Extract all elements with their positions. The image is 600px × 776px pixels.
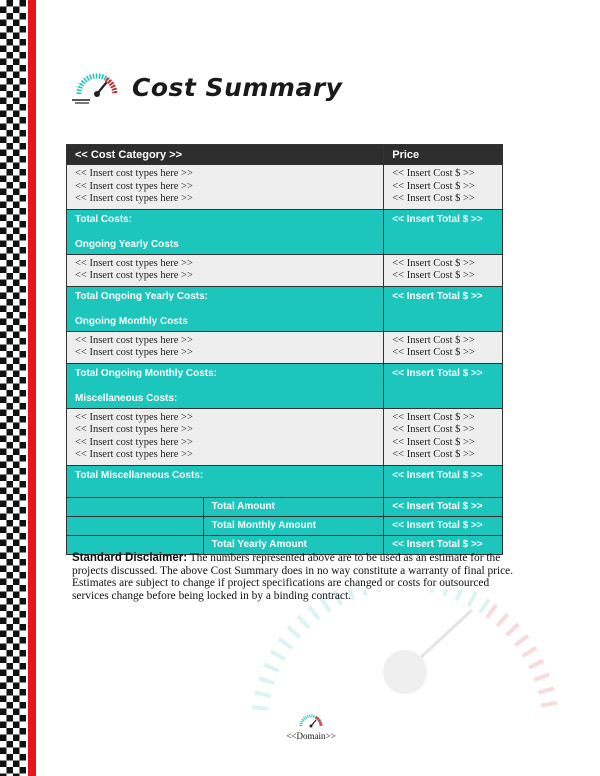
cost-type-placeholder: << Insert cost types here >> [75,436,193,448]
footer-speedometer-icon [298,712,324,730]
cost-items-row [67,254,503,286]
disclaimer-label: Standard Disclaimer: [72,552,188,564]
summary-label: Total Yearly Amount [203,535,384,554]
cost-type-placeholder: << Insert cost types here >> [75,411,193,423]
total-row [67,286,503,331]
speedometer-logo-icon [72,70,122,104]
section-heading: Ongoing Monthly Costs [75,315,188,327]
red-stripe [28,0,36,776]
cost-price-placeholder: << Insert Cost $ >> [392,257,475,269]
cost-type-placeholder: << Insert cost types here >> [75,424,193,435]
cost-items-row [67,165,503,210]
total-label: Total Miscellaneous Costs: [75,469,204,481]
page-title: Cost Summary [132,72,343,102]
total-row [67,209,503,254]
footer-domain: <<Domain>> [286,731,336,741]
cost-price-placeholder: << Insert Cost $ >> [392,193,475,204]
cost-type-placeholder: << Insert cost types here >> [75,449,193,460]
cost-price-placeholder: << Insert Cost $ >> [392,168,475,179]
cost-items-row [67,408,503,465]
summary-price: << Insert Total $ >> [384,535,503,554]
cost-price-placeholder: << Insert Cost $ >> [392,424,475,435]
cost-table [66,144,503,555]
cost-price-placeholder: << Insert Cost $ >> [392,270,475,281]
summary-label: Total Amount [203,497,384,516]
cost-price-placeholder: << Insert Cost $ >> [392,449,475,460]
cost-type-placeholder: << Insert cost types here >> [75,347,193,358]
summary-price: << Insert Total $ >> [384,516,503,535]
section-heading: Ongoing Yearly Costs [75,238,179,250]
cost-type-placeholder: << Insert cost types here >> [75,193,193,204]
cost-type-placeholder: << Insert cost types here >> [75,168,193,179]
cost-price-placeholder: << Insert Cost $ >> [392,347,475,358]
cost-type-placeholder: << Insert cost types here >> [75,334,193,346]
cost-price-placeholder: << Insert Cost $ >> [392,436,475,448]
table-header-row [67,145,503,165]
title-row [72,70,342,104]
total-price: << Insert Total $ >> [392,469,483,481]
total-price: << Insert Total $ >> [392,213,483,225]
total-row [67,363,503,408]
cost-type-placeholder: << Insert cost types here >> [75,180,193,192]
cost-price-placeholder: << Insert Cost $ >> [392,180,475,192]
summary-row [67,497,503,516]
disclaimer-text: The numbers represented above are to be used as an estimate for the projects discussed. The above Cost Summary does in no way constitute a warranty of final price. Estimates are subject to change if project specifications are changed or costs for outsourced services change before being locked in by a binding contract. [72,552,514,602]
total-price: << Insert Total $ >> [392,290,483,302]
summary-price: << Insert Total $ >> [384,497,503,516]
price-header: Price [384,145,503,165]
total-price: << Insert Total $ >> [392,367,483,379]
cost-price-placeholder: << Insert Cost $ >> [392,411,475,423]
cost-type-placeholder: << Insert cost types here >> [75,270,193,281]
checkered-border [0,0,26,776]
cost-category-header: << Cost Category >> [67,145,384,165]
standard-disclaimer [72,552,522,602]
total-row [67,465,503,497]
section-heading: Miscellaneous Costs: [75,392,178,404]
cost-items-row [67,331,503,363]
total-label: Total Ongoing Yearly Costs: [75,290,208,302]
cost-type-placeholder: << Insert cost types here >> [75,257,193,269]
cost-price-placeholder: << Insert Cost $ >> [392,334,475,346]
summary-row [67,516,503,535]
total-label: Total Costs: [75,213,133,225]
background-speedometer-icon [240,590,570,720]
summary-label: Total Monthly Amount [203,516,384,535]
total-label: Total Ongoing Monthly Costs: [75,367,218,379]
